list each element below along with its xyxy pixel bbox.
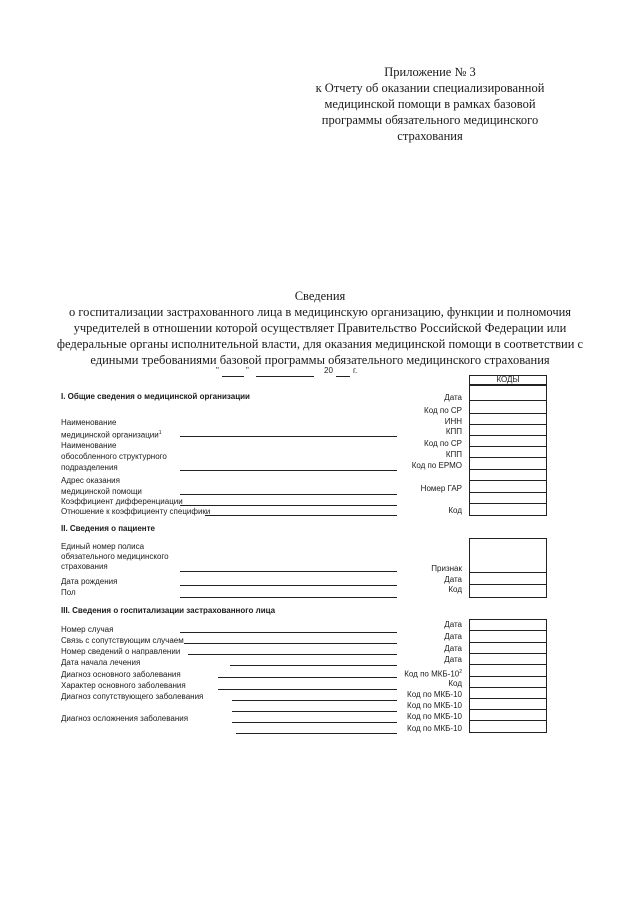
code-label: Код по МКБ-$10^2$	[404, 669, 462, 679]
date-quote-open: "	[216, 366, 219, 375]
code-label: Код по МКБ-10	[407, 712, 462, 721]
section-1-title: I. Общие сведения о медицинской организации	[61, 392, 250, 401]
code-cell-divider	[469, 572, 547, 573]
concomitant-diagnosis-field[interactable]	[232, 711, 397, 712]
appendix-line: медицинской помощи в рамках базовой	[324, 97, 536, 111]
appendix-line: страхования	[397, 129, 463, 143]
code-label: КПП	[445, 427, 462, 436]
heading-line: учредителей в отношении которой осуществляет Правительство Российской Федерации или	[73, 321, 567, 335]
year-suffix: г.	[353, 366, 358, 375]
section-2-title: II. Сведения о пациенте	[61, 524, 155, 533]
referral-number-label: Номер сведений о направлении	[61, 647, 181, 656]
code-cell-divider	[469, 709, 547, 710]
date-quote-close: "	[246, 366, 249, 375]
address-label: медицинской помощи	[61, 487, 142, 496]
sex-field[interactable]	[180, 597, 397, 598]
policy-label: страхования	[61, 562, 108, 571]
concomitant-diagnosis-field[interactable]	[232, 700, 397, 701]
code-cell-divider	[469, 492, 547, 493]
heading-line: едиными требованиями базовой программы обязательного медицинского страхования	[90, 353, 550, 367]
concomitant-diagnosis-label: Диагноз сопутствующего заболевания	[61, 692, 204, 701]
code-label: КПП	[445, 450, 462, 459]
code-label: Код по ЕРМО	[411, 461, 462, 470]
code-label: Код по СР	[424, 439, 462, 448]
day-field[interactable]	[222, 376, 244, 377]
code-cell-divider	[469, 457, 547, 458]
related-case-field[interactable]	[184, 643, 397, 644]
code-cell-divider	[469, 653, 547, 654]
code-label: Код по МКБ-10	[407, 701, 462, 710]
subdivision-label: Наименование	[61, 441, 117, 450]
referral-number-field[interactable]	[188, 654, 397, 655]
appendix-line: к Отчету об оказании специализированной	[315, 81, 545, 95]
year-field[interactable]	[336, 376, 350, 377]
code-cell-divider	[469, 698, 547, 699]
complication-diagnosis-field[interactable]	[232, 722, 397, 723]
section-1-codes-box	[469, 384, 547, 516]
code-cell-divider	[469, 435, 547, 436]
code-cell-divider	[469, 424, 547, 425]
code-cell-divider	[469, 503, 547, 504]
case-number-label: Номер случая	[61, 625, 114, 634]
ratio-field[interactable]	[205, 515, 397, 516]
code-label: Дата	[444, 644, 462, 653]
code-label: ИНН	[444, 417, 462, 426]
main-disease-character-label: Характер основного заболевания	[61, 681, 186, 690]
main-diagnosis-label: Диагноз основного заболевания	[61, 670, 181, 679]
sex-label: Пол	[61, 588, 76, 597]
main-disease-character-field[interactable]	[218, 689, 397, 690]
code-cell-divider	[469, 720, 547, 721]
code-label: Номер ГАР	[420, 484, 462, 493]
appendix-number: Приложение № 3	[384, 65, 476, 79]
policy-label: обязательного медицинского	[61, 552, 169, 561]
code-cell-divider	[469, 630, 547, 631]
code-cell-divider	[469, 480, 547, 481]
complication-diagnosis-label: Диагноз осложнения заболевания	[61, 714, 189, 723]
code-label: Дата	[444, 575, 462, 584]
code-label: Код по МКБ-10	[407, 724, 462, 733]
code-label: Дата	[444, 393, 462, 402]
code-cell-divider	[469, 676, 547, 677]
treatment-start-field[interactable]	[230, 665, 397, 666]
related-case-label: Связь с сопутствующим случаем	[61, 636, 184, 645]
subdivision-field[interactable]	[180, 470, 397, 471]
year-prefix: 20	[324, 366, 333, 375]
code-cell-divider	[469, 687, 547, 688]
coefficient-label: Коэффициент дифференциации	[61, 497, 183, 506]
code-label: Признак	[431, 564, 462, 573]
org-name-label: медицинской организации$^1$	[61, 430, 162, 440]
complication-diagnosis-field[interactable]	[236, 733, 397, 734]
code-cell-divider	[469, 642, 547, 643]
code-cell-divider	[469, 584, 547, 585]
code-label: Код по СР	[424, 406, 462, 415]
code-label: Код	[448, 506, 462, 515]
code-cell-divider	[469, 469, 547, 470]
section-2-codes-box	[469, 538, 547, 598]
coefficient-field[interactable]	[180, 505, 397, 506]
policy-label: Единый номер полиса	[61, 542, 145, 551]
ratio-label: Отношение к коэффициенту специфики	[61, 507, 211, 516]
address-field[interactable]	[180, 494, 397, 495]
code-label: Код	[448, 585, 462, 594]
subdivision-label: обособленного структурного	[61, 452, 167, 461]
code-label: Дата	[444, 655, 462, 664]
code-label: Дата	[444, 620, 462, 629]
code-label: Код	[448, 679, 462, 688]
birth-date-label: Дата рождения	[61, 577, 118, 586]
month-field[interactable]	[256, 376, 314, 377]
code-cell-divider	[469, 400, 547, 401]
main-diagnosis-field[interactable]	[218, 677, 397, 678]
org-name-field[interactable]	[180, 436, 397, 437]
code-label: Дата	[444, 632, 462, 641]
heading-line: федеральные органы исполнительной власти, для оказания медицинской помощи в соответствии с	[56, 337, 584, 351]
heading-line: о госпитализации застрахованного лица в медицинскую организацию, функции и полномочия	[68, 305, 572, 319]
code-cell-divider	[469, 413, 547, 414]
appendix-line: программы обязательного медицинского	[321, 113, 539, 127]
subdivision-label: подразделения	[61, 463, 118, 472]
codes-header: КОДЫ	[496, 375, 520, 384]
org-name-label: Наименование	[61, 418, 117, 427]
section-3-title: III. Сведения о госпитализации застрахованного лица	[61, 606, 276, 615]
birth-date-field[interactable]	[180, 585, 397, 586]
policy-field[interactable]	[180, 571, 397, 572]
document-heading	[40, 288, 600, 368]
code-cell-divider	[469, 664, 547, 665]
case-number-field[interactable]	[180, 632, 397, 633]
treatment-start-label: Дата начала лечения	[61, 658, 141, 667]
code-cell-divider	[469, 446, 547, 447]
appendix-block	[300, 64, 560, 144]
document-title: Сведения	[294, 289, 346, 303]
code-label: Код по МКБ-10	[407, 690, 462, 699]
address-label: Адрес оказания	[61, 476, 120, 485]
